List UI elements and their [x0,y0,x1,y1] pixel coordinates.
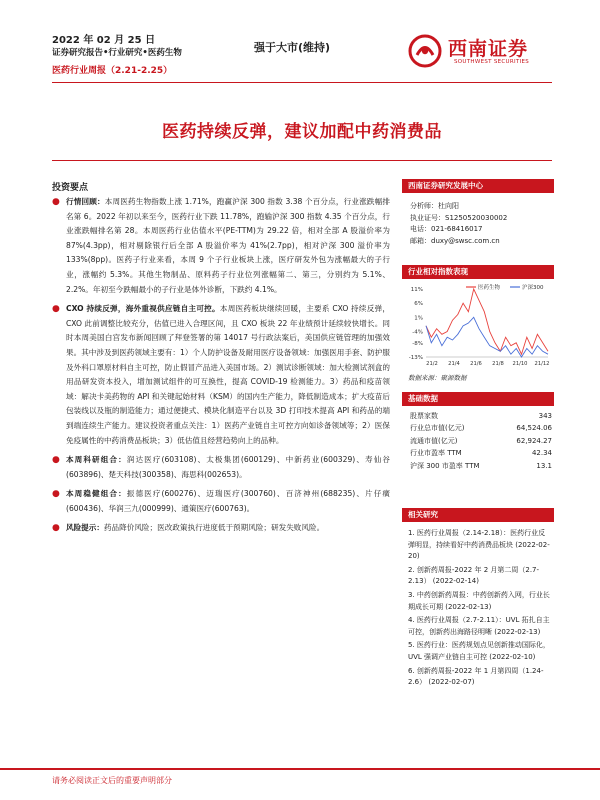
legend-label: 医药生物 [478,285,501,291]
point-label: 本周稳健组合： [66,489,127,499]
basic-value: 64,524.06 [516,424,552,433]
point-research-portfolio [52,453,390,482]
basic-value: 13.1 [536,461,552,470]
basic-row [410,422,552,434]
series-line-pharma [426,289,548,354]
basic-key: 沪深 300 市盈率 TTM [410,461,480,470]
basic-row [410,435,552,447]
related-item[interactable]: 6. 创新药周报-2022 年 1 月第四周（1.24-2.6） (2022-02-07) [408,666,544,687]
report-series: 医药行业周报（2.21-2.25） [52,66,173,76]
analyst-heading: 西南证券研究发展中心 [402,179,554,193]
bullet-icon: ● [52,455,60,466]
y-tick-label: 6% [414,301,423,308]
y-tick-label: 1% [414,315,423,322]
x-tick-label: 21/10 [512,361,528,367]
related-item[interactable]: 1. 医药行业周报（2.14-2.18）：医药行业反弹明显，持续看好中药消费品板块 (2022-02-20) [408,529,550,561]
chart-heading: 行业相对指数表现 [402,265,554,279]
basic-key: 股票家数 [410,412,438,420]
relative-index-chart [402,279,554,371]
point-label: CXO 持续反弹，海外重视供应链自主可控。 [66,304,220,314]
point-market-review [52,195,390,297]
basic-row [410,447,552,459]
x-tick-label: 21/8 [492,361,504,367]
related-heading: 相关研究 [402,508,554,522]
bullet-icon: ● [52,523,60,534]
logo-text-en: SOUTHWEST SECURITIES [454,59,530,65]
point-text: 本周医药生物指数上涨 1.71%，跑赢沪深 300 指数 3.38 个百分点，行业涨跌幅排名第 6。2022 年初以来至今，医药行业下跌 11.78%，跑输沪深 300 指数 4.35 个百分点，行业涨跌幅排名第 28。本周医药行业估值水平(PE-TTM)为 29.22 倍，相对全部 A 股溢价率为 87%(4.3pp)，相对剔除银行后全部 A 股溢价率为 41%(2.7pp)，相对沪深 300 溢价率为 133%(8pp)。医药子行业来看，本周 9 个子行业板块上涨，医疗研发外包为涨幅最大的子行业，涨幅约 5.3%。其他生物制品、原料药子行业位列涨幅第二、第三，分别约为 5.1%、2.2%。年初至今跌幅最小的子行业是体外诊断，下跌约 4.1%。 [66,197,390,294]
industry-rating: 强于大市(维持) [254,41,331,54]
footer-divider [0,768,600,770]
header-divider [52,82,552,83]
x-tick-label: 21/6 [470,361,482,367]
analyst-box [402,179,554,247]
y-tick-label: 11% [410,287,423,293]
y-tick-label: -4% [412,329,423,336]
bullet-icon: ● [52,197,60,207]
point-stable-portfolio [52,487,390,516]
related-research-box [402,508,554,691]
logo-text-cn: 西南证券 [448,38,529,60]
basic-key: 流通市值(亿元) [410,436,458,445]
footer-disclaimer: 请务必阅读正文后的重要声明部分 [52,776,172,785]
y-tick-label: -8% [412,340,423,347]
relative-index-box [402,265,554,382]
analyst-license: 执业证号：S1250520030002 [410,213,508,222]
basic-data-box [402,392,554,472]
x-tick-label: 21/12 [534,361,550,367]
basic-key: 行业市盈率 TTM [410,449,462,458]
point-label: 行情回顾： [66,197,105,206]
point-text: 本周医药板块继续回暖，主要系 CXO 持续反弹，CXO 此前调整比较充分，估值已进入合理区间，且 CXO 板块 22 年业绩预计延续较快增长。同时本周美国白宫发布新闻回顾了拜登签署的第 14017 号行政法案后，美国供应链管理的加强效果。其中涉及到医药领域主要有：1）个人防护设备及耐用医疗设备领域：加强医用手套、防护服及外科口罩原材料自主可控，防止假冒产品进入美国市场。2）测试诊断领域：加大检测试剂盒的用品研发资本投入，增加测试组件的可互换性，提高 COVID-19 检测能力。3）药品和疫苗领域：解决卡美药物的 API 和关键起始材料（KSM）的国内生产能力，降低制造成本；扩大疫苗后包装线以及瓶的制造能力；通过便捷式、模块化制造平台以及 3D 打印技术提高 API 和药品的端到端连续生产能力。建议投资者重点关注：1）医药产业链自主可控方向如诊备领域等；2）医保免疫属性的中药消费品板块；3）低估值且经营趋势向上的品种。 [66,304,390,445]
related-item[interactable]: 5. 医药行业：医药规划点见创新推动国际化，UVL 强调产业链自主可控 (2022-02-10) [408,641,550,661]
title-divider [52,160,552,161]
point-text: 振德医疗(600276)、迈瑞医疗(300760)、百济神州(688235)、片仔癀(600436)、华润三九(000999)、通策医疗(600763)。 [66,489,390,513]
legend-label: 沪深300 [522,285,544,291]
basic-data-heading: 基础数据 [402,392,554,406]
point-label: 风险提示： [66,523,104,533]
related-item[interactable]: 4. 医药行业周报（2.7-2.11）：UVL 拓扎自主可控，创新药出海路径明晰 (2022-02-13) [408,616,550,636]
logo-emblem-icon [408,34,442,68]
related-item[interactable]: 2. 创新药周报-2022 年 2 月第二周（2.7-2.13） (2022-02-14) [408,565,540,586]
basic-value: 62,924.27 [516,436,552,445]
point-cxo [52,302,390,448]
basic-key: 行业总市值(亿元) [410,424,465,433]
x-tick-label: 21/2 [426,361,438,367]
basic-row [410,410,552,422]
investment-points-heading: 投资要点 [52,183,89,193]
basic-value: 343 [538,412,552,420]
report-date: 2022 年 02 月 25 日 [52,35,156,46]
analyst-email[interactable]: 邮箱：duxy@swsc.com.cn [410,236,500,245]
y-tick-label: -13% [408,355,423,361]
analyst-name: 分析师：杜向阳 [410,202,459,210]
related-item[interactable]: 3. 中药创新药周报：中药创新药入网，行业长期成长可期 (2022-02-13) [408,590,550,611]
investment-points [52,195,390,541]
report-title: 医药持续反弹，建议加配中药消费品 [162,122,442,142]
point-text: 药品降价风险；医改政策执行进度低于预期风险；研发失败风险。 [103,523,325,533]
bullet-icon: ● [52,489,60,500]
report-category: 证券研究报告•行业研究•医药生物 [52,48,182,58]
point-label: 本周科研组合： [66,455,127,465]
basic-row [410,460,552,472]
point-text: 润达医疗(603108)、太极集团(600129)、中新药业(600329)、寿仙谷(603896)、楚天科技(300358)、海思科(002653)。 [66,455,390,479]
analyst-phone: 电话：021-68416017 [410,225,483,234]
chart-source: 数据来源：聚源数据 [408,374,467,382]
company-logo [408,32,562,72]
point-risk [52,521,390,536]
basic-value: 42.34 [531,449,552,458]
x-tick-label: 21/4 [448,361,460,367]
bullet-icon: ● [52,304,60,315]
